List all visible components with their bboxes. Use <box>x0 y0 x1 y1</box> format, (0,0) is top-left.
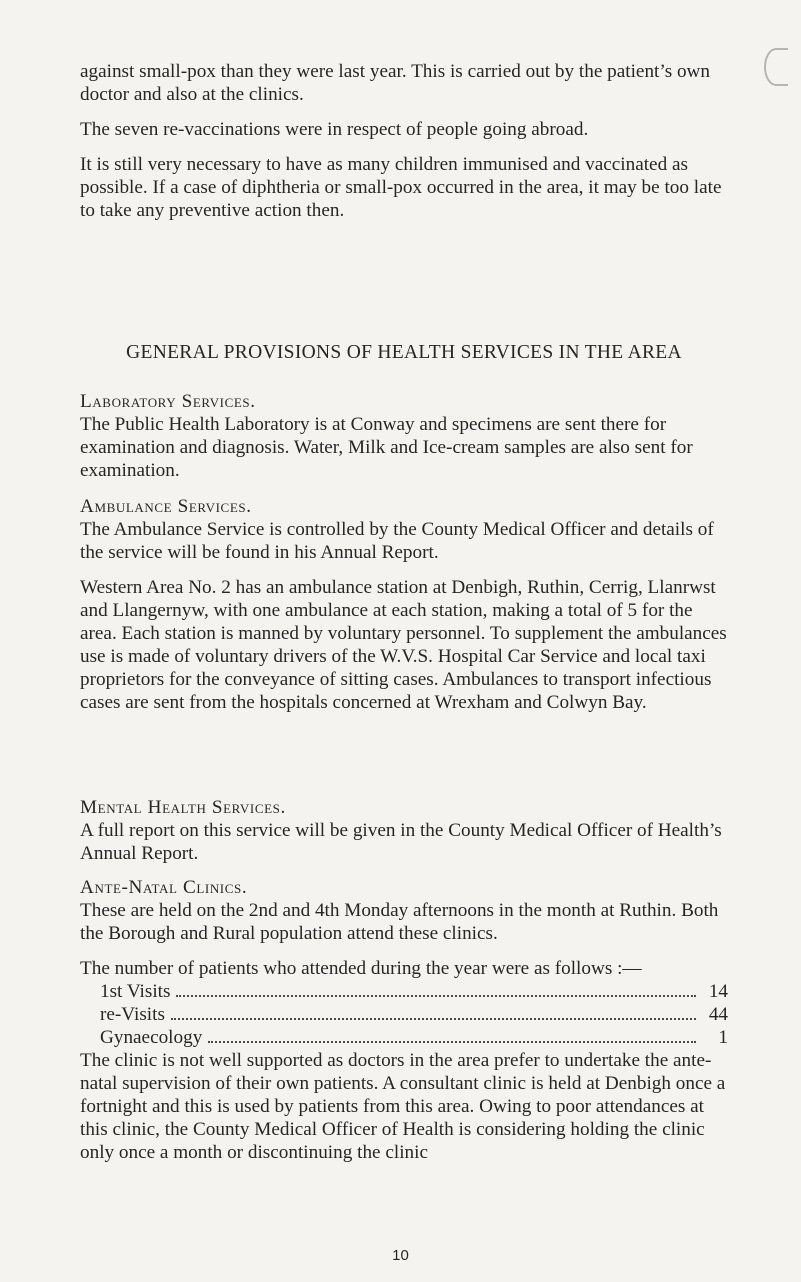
ambulance-text-2: Western Area No. 2 has an ambulance station at Denbigh, Ruthin, Cerrig, Llanrwst and Llangernyw, with one ambulance at each station, making a total of 5 for the area. Each station is manned by voluntary personnel. To supplement the ambulances use is made of voluntary drivers of the W.V.S. Hospital Car Service and local taxi proprietors for the conveyance of sitting cases. Ambulances to transport infectious cases are sent from the hospitals concerned at Wrexham and Colwyn Bay. <box>80 577 727 713</box>
table-row <box>80 1026 728 1049</box>
attendance-table <box>80 980 728 1049</box>
leader-dots <box>176 995 696 997</box>
row-label: re-Visits <box>100 1004 165 1025</box>
main-heading: GENERAL PROVISIONS OF HEALTH SERVICES IN THE AREA <box>126 342 682 363</box>
laboratory-title: Laboratory Services. <box>80 391 256 412</box>
row-label: 1st Visits <box>100 981 171 1002</box>
intro-section <box>80 60 728 222</box>
antenatal-title: Ante-Natal Clinics. <box>80 877 248 898</box>
row-value: 44 <box>708 1004 728 1025</box>
leader-dots <box>208 1041 696 1043</box>
paragraph-intro-3: It is still very necessary to have as many children immunised and vaccinated as possible. If a case of diphtheria or small-pox occurred in the area, it may be too late to take any preventive action then. <box>80 154 722 221</box>
mental-health-text: A full report on this service will be given in the County Medical Officer of Health’s Annual Report. <box>80 820 722 864</box>
scan-mark <box>764 48 788 86</box>
antenatal-section <box>80 876 728 1164</box>
antenatal-text-3: The clinic is not well supported as doctors in the area prefer to undertake the ante-natal supervision of their own patients. A consultant clinic is held at Denbigh once a fortnight and this is used by patients from this area. Owing to poor attendances at this clinic, the County Medical Officer of Health is considering holding the clinic only once a month or discontinuing the clinic <box>80 1050 726 1163</box>
row-value: 14 <box>708 981 728 1002</box>
table-row <box>80 1003 728 1026</box>
ambulance-section <box>80 495 728 714</box>
paragraph-intro-1: against small-pox than they were last year. This is carried out by the patient’s own doctor and also at the clinics. <box>80 61 711 105</box>
row-label: Gynaecology <box>100 1027 203 1048</box>
antenatal-text-1: These are held on the 2nd and 4th Monday afternoons in the month at Ruthin. Both the Borough and Rural population attend these clinics. <box>80 900 719 944</box>
ambulance-title: Ambulance Services. <box>80 496 252 517</box>
antenatal-text-2: The number of patients who attended during the year were as follows :— <box>80 958 642 979</box>
ambulance-text-1: The Ambulance Service is controlled by the County Medical Officer and details of the service will be found in his Annual Report. <box>80 519 714 563</box>
mental-health-section <box>80 796 728 865</box>
leader-dots <box>171 1018 696 1020</box>
table-row <box>80 980 728 1003</box>
mental-health-title: Mental Health Services. <box>80 797 286 818</box>
laboratory-text: The Public Health Laboratory is at Conway and specimens are sent there for examination and diagnosis. Water, Milk and Ice-cream samples are also sent for examination. <box>80 414 693 481</box>
page-number: 10 <box>392 1247 409 1264</box>
laboratory-section <box>80 390 728 482</box>
paragraph-intro-2: The seven re-vaccinations were in respect of people going abroad. <box>80 119 589 140</box>
row-value: 1 <box>718 1027 728 1048</box>
